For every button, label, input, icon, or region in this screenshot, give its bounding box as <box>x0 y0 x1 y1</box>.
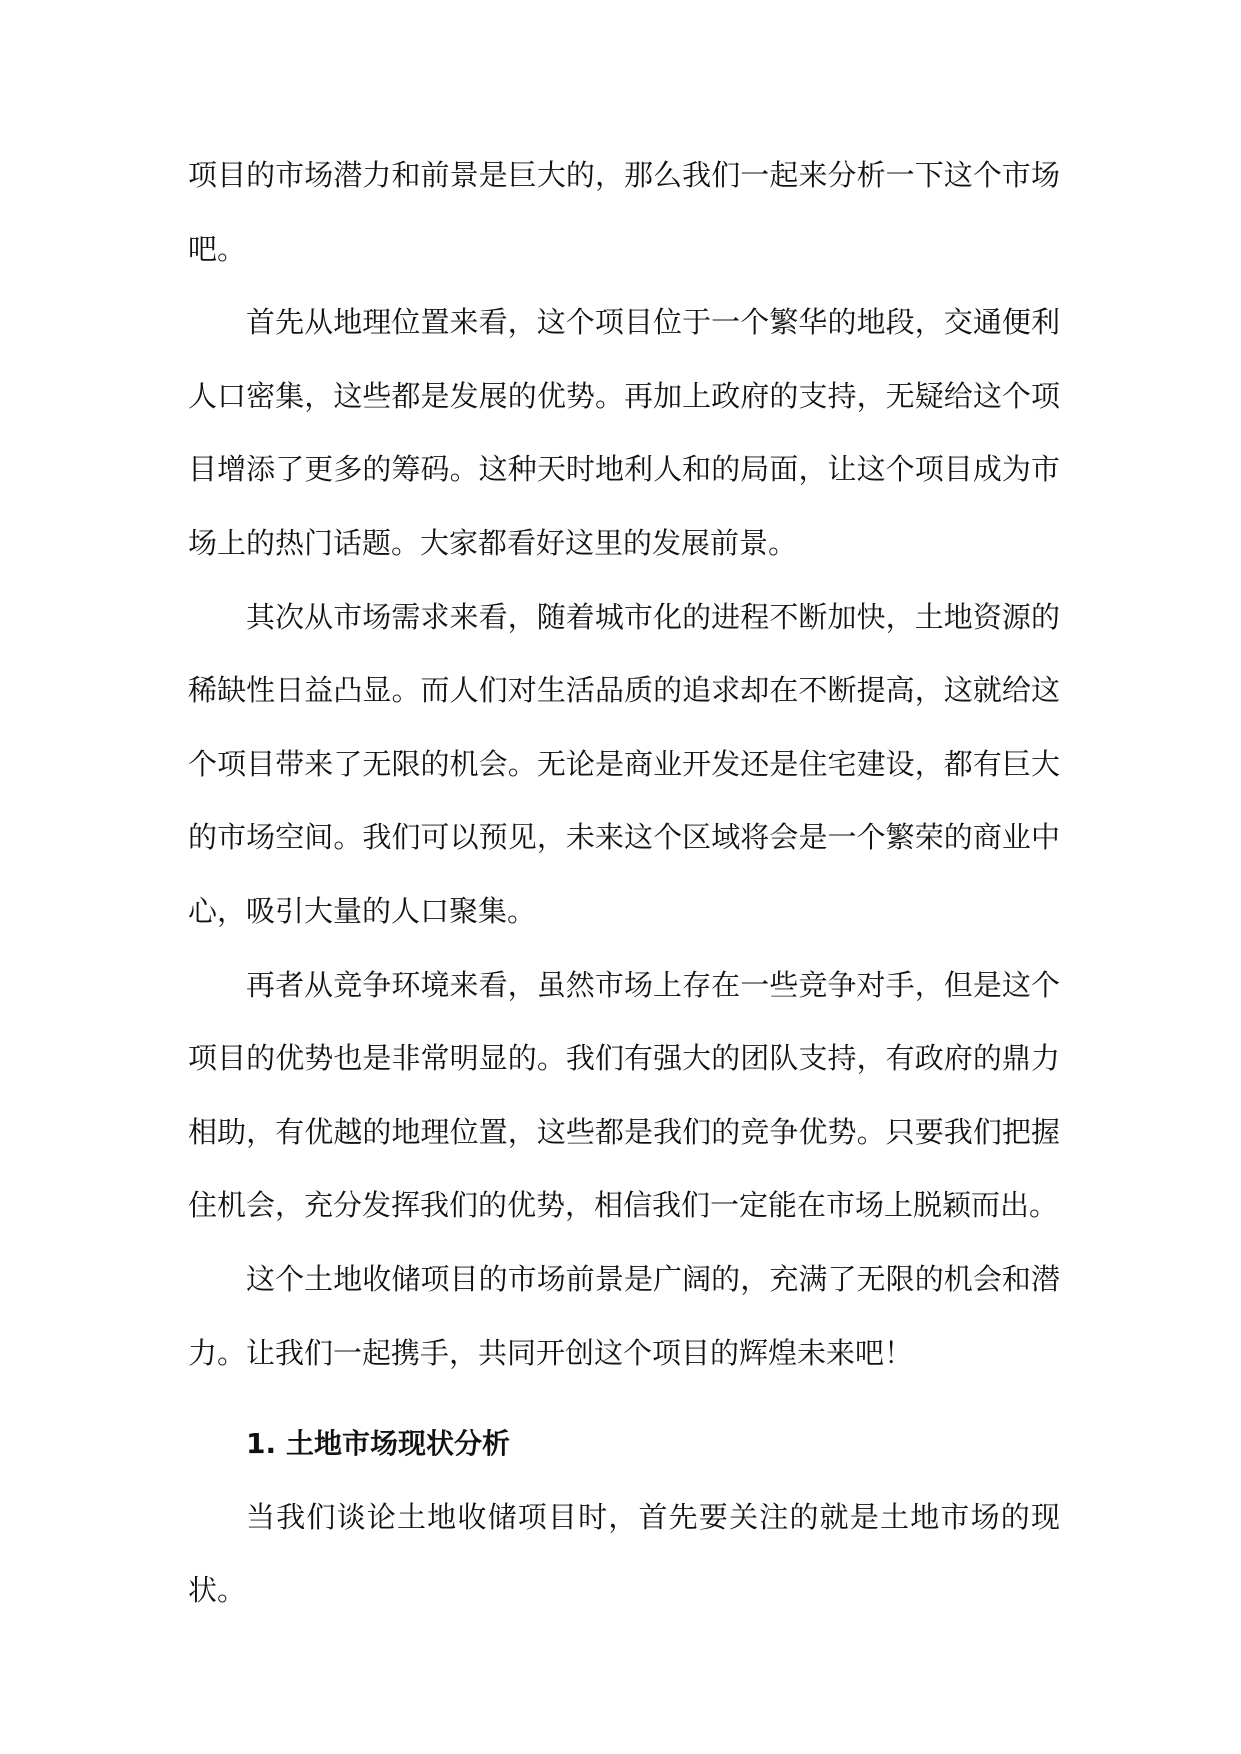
paragraph-section-intro: 当我们谈论土地收储项目时，首先要关注的就是土地市场的现状。 <box>188 1499 1060 1608</box>
paragraph-competition: 再者从竞争环境来看，虽然市场上存在一些竞争对手，但是这个项目的优势也是非常明显的。我们有强大的团队支持，有政府的鼎力相助，有优越的地理位置，这些都是我们的竞争优势。只要我们把握住机会，充分发挥我们的优势，相信我们一定能在市场上脱颖而出。 <box>188 967 1060 1223</box>
paragraph-demand: 其次从市场需求来看，随着城市化的进程不断加快，土地资源的稀缺性日益凸显。而人们对生活品质的追求却在不断提高，这就给这个项目带来了无限的机会。无论是商业开发还是住宅建设，都有巨大的市场空间。我们可以预见，未来这个区域将会是一个繁荣的商业中心，吸引大量的人口聚集。 <box>188 599 1060 928</box>
section-heading-title: 土地市场现状分析 <box>286 1427 511 1461</box>
document-body <box>188 139 1060 1628</box>
paragraph-conclusion: 这个土地收储项目的市场前景是广阔的，充满了无限的机会和潜力。让我们一起携手，共同开创这个项目的辉煌未来吧！ <box>188 1261 1060 1370</box>
section-heading <box>188 1407 1060 1481</box>
paragraph-intro: 项目的市场潜力和前景是巨大的，那么我们一起来分析一下这个市场吧。 <box>188 158 1060 266</box>
section-heading-number: 1. <box>246 1427 277 1461</box>
paragraph-location: 首先从地理位置来看，这个项目位于一个繁华的地段，交通便利人口密集，这些都是发展的优势。再加上政府的支持，无疑给这个项目增添了更多的筹码。这种天时地利人和的局面，让这个项目成为市场上的热门话题。大家都看好这里的发展前景。 <box>188 305 1060 560</box>
